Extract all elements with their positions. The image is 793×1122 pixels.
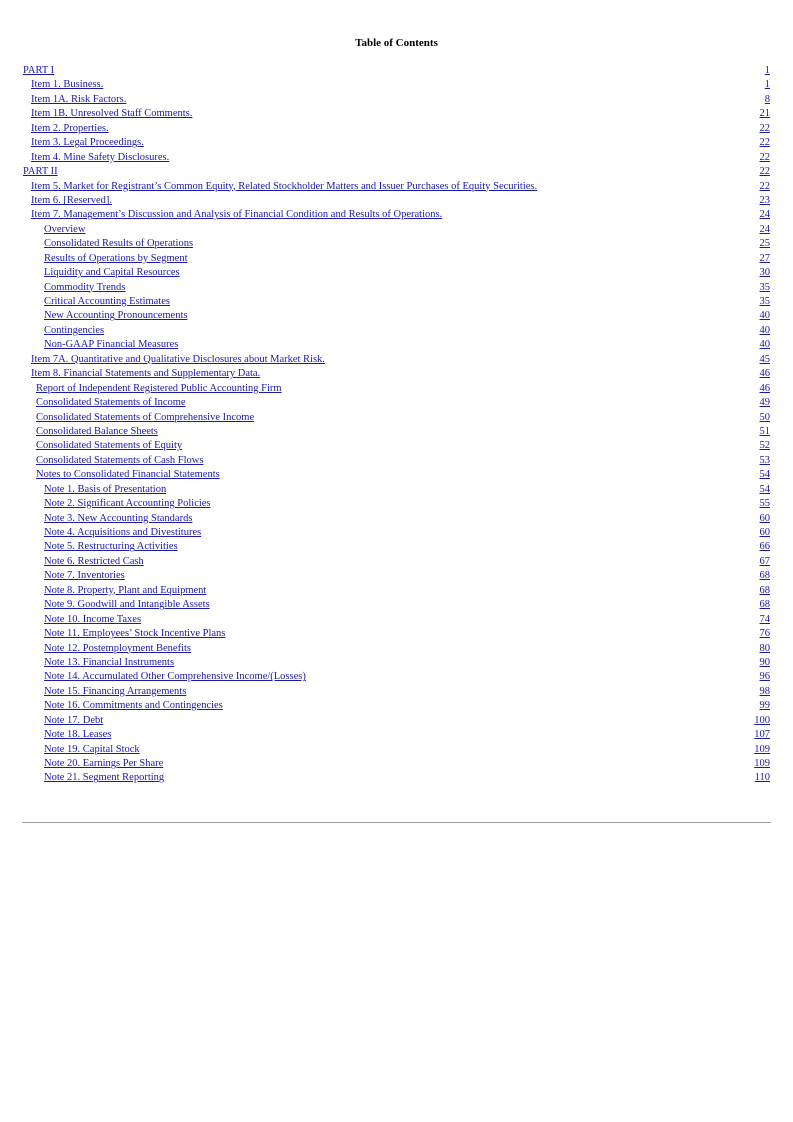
toc-entry (23, 108, 192, 119)
toc-page-number (760, 367, 771, 381)
toc-page-number (760, 151, 771, 165)
toc-row (23, 281, 770, 295)
toc-row (23, 237, 770, 251)
toc-row (23, 194, 770, 208)
toc-page-link[interactable]: 49 (759, 397, 770, 409)
toc-page-link[interactable]: 80 (759, 642, 770, 654)
toc-page-link[interactable]: 109 (754, 743, 770, 755)
toc-page-link[interactable]: 22 (759, 122, 770, 134)
toc-row (23, 208, 770, 222)
toc-entry-link[interactable]: Note 21. Segment Reporting (44, 772, 165, 784)
toc-entry (23, 671, 306, 682)
toc-page-link[interactable]: 24 (759, 209, 770, 221)
toc-entry (23, 224, 85, 235)
toc-entry (23, 94, 126, 105)
toc-row (23, 670, 770, 684)
toc-entry-link[interactable]: Note 5. Restructuring Activities (44, 541, 178, 553)
toc-row (23, 78, 770, 92)
toc-page-number (760, 526, 771, 540)
toc-row (23, 223, 770, 237)
toc-page-link[interactable]: 54 (759, 483, 770, 495)
toc-entry (23, 79, 103, 90)
toc-page-number (760, 670, 771, 684)
toc-entry-link[interactable]: Note 7. Inventories (44, 570, 125, 582)
toc-entry-link[interactable]: Results of Operations by Segment (44, 252, 188, 264)
toc-page-number (760, 512, 771, 526)
toc-entry-link[interactable]: Note 9. Goodwill and Intangible Assets (44, 599, 210, 611)
toc-page-number (760, 685, 771, 699)
toc-entry (23, 383, 282, 394)
toc-entry (23, 181, 537, 192)
toc-entry (23, 152, 169, 163)
toc-row (23, 569, 770, 583)
toc-entry-link[interactable]: Note 16. Commitments and Contingencies (44, 700, 223, 712)
toc-page-link[interactable]: 68 (759, 584, 770, 596)
toc-row (23, 757, 770, 771)
toc-entry (23, 368, 260, 379)
toc-page-link[interactable]: 22 (759, 166, 770, 178)
toc-page-link[interactable]: 96 (759, 671, 770, 683)
toc-entry-link[interactable]: Item 1A. Risk Factors. (31, 93, 127, 105)
toc-row (23, 353, 770, 367)
toc-page-number (760, 266, 771, 280)
toc-row (23, 656, 770, 670)
toc-entry-link[interactable]: Note 19. Capital Stock (44, 743, 140, 755)
toc-row (23, 136, 770, 150)
toc-entry-link[interactable]: Consolidated Statements of Income (36, 397, 186, 409)
toc-page-link[interactable]: 53 (759, 454, 770, 466)
toc-entry (23, 166, 58, 177)
toc-page-link[interactable]: 109 (754, 758, 770, 769)
toc-row (23, 512, 770, 526)
toc-row (23, 685, 770, 699)
toc-page-number (760, 411, 771, 425)
toc-row (23, 338, 770, 352)
toc-entry (23, 267, 180, 278)
toc-entry-link[interactable]: Item 6. [Reserved]. (31, 194, 113, 206)
toc-page-link[interactable]: 1 (764, 65, 770, 76)
toc-entry (23, 715, 103, 726)
toc-row (23, 598, 770, 612)
toc-entry-link[interactable]: Note 6. Restricted Cash (44, 555, 144, 567)
toc-row (23, 180, 770, 194)
toc-row (23, 151, 770, 165)
toc-entry (23, 253, 187, 264)
toc-entry-link[interactable]: Commodity Trends (44, 281, 126, 293)
toc-page-number (760, 555, 771, 569)
toc-page-number (760, 180, 771, 194)
toc-page-number (765, 78, 770, 92)
toc-page-link[interactable]: 23 (759, 194, 770, 206)
toc-entry-link[interactable]: Item 5. Market for Registrant’s Common Equity, Related Stockholder Matters and Issuer Purchases of Equity Securities. (31, 180, 538, 192)
toc-row (23, 454, 770, 468)
toc-entry-link[interactable]: Item 2. Properties. (31, 122, 109, 134)
toc-row (23, 252, 770, 266)
toc-row (23, 295, 770, 309)
toc-entry (23, 412, 254, 423)
toc-page-number (760, 699, 771, 713)
toc-page-number (760, 324, 771, 338)
toc-page-number (760, 569, 771, 583)
toc-entry-link[interactable]: PART I (23, 65, 55, 76)
toc-row (23, 627, 770, 641)
toc-page-number (760, 483, 771, 497)
table-of-contents (23, 64, 770, 786)
toc-page-link[interactable]: 100 (754, 714, 770, 726)
toc-entry (23, 700, 223, 711)
toc-page-link[interactable]: 66 (759, 541, 770, 553)
toc-entry-link[interactable]: Item 8. Financial Statements and Supplementary Data. (31, 368, 261, 380)
toc-entry-link[interactable]: Item 1. Business. (31, 79, 104, 91)
toc-entry (23, 570, 125, 581)
toc-entry (23, 282, 125, 293)
toc-entry (23, 744, 140, 755)
toc-entry (23, 643, 191, 654)
toc-page-number (754, 757, 770, 771)
toc-page-number (754, 714, 770, 728)
toc-page-number (760, 165, 771, 179)
toc-entry (23, 686, 186, 697)
toc-page-link[interactable]: 1 (764, 79, 770, 91)
toc-entry-link[interactable]: Contingencies (44, 324, 105, 336)
toc-entry-link[interactable]: Note 3. New Accounting Standards (44, 512, 193, 524)
toc-entry-link[interactable]: Note 10. Income Taxes (44, 613, 142, 625)
toc-entry (23, 599, 210, 610)
toc-row (23, 439, 770, 453)
toc-entry-link[interactable]: Note 20. Earnings Per Share (44, 758, 164, 769)
toc-page-link[interactable]: 55 (759, 498, 770, 510)
toc-page-number (760, 107, 771, 121)
toc-page-link[interactable]: 107 (754, 729, 770, 741)
toc-entry (23, 614, 141, 625)
toc-entry-link[interactable]: Item 3. Legal Proceedings. (31, 137, 144, 149)
toc-page-link[interactable]: 24 (759, 223, 770, 235)
toc-page-link[interactable]: 45 (759, 353, 770, 365)
toc-page-number (760, 540, 771, 554)
toc-entry (23, 527, 201, 538)
toc-entry (23, 123, 109, 134)
toc-entry-link[interactable]: Note 14. Accumulated Other Comprehensive Income/(Losses) (44, 671, 306, 683)
toc-entry-link[interactable]: Consolidated Statements of Cash Flows (36, 454, 204, 466)
toc-page-link[interactable]: 22 (759, 180, 770, 192)
toc-entry-link[interactable]: Overview (44, 223, 86, 235)
toc-row (23, 526, 770, 540)
toc-page-number (760, 136, 771, 150)
toc-page-number (760, 281, 771, 295)
toc-entry-link[interactable]: Note 8. Property, Plant and Equipment (44, 584, 207, 596)
toc-entry-link[interactable]: Consolidated Statements of Comprehensive Income (36, 411, 255, 423)
toc-row (23, 396, 770, 410)
toc-page-number (754, 743, 770, 757)
toc-row (23, 540, 770, 554)
toc-row (23, 367, 770, 381)
toc-page-link[interactable]: 30 (759, 267, 770, 279)
toc-entry (23, 758, 163, 769)
toc-row (23, 266, 770, 280)
toc-entry (23, 541, 178, 552)
toc-entry-link[interactable]: Item 4. Mine Safety Disclosures. (31, 151, 170, 163)
toc-entry-link[interactable]: Consolidated Balance Sheets (36, 425, 158, 437)
toc-page-link[interactable]: 35 (759, 296, 770, 307)
toc-row (23, 324, 770, 338)
toc-page-number (760, 353, 771, 367)
toc-page-link[interactable]: 25 (759, 238, 770, 250)
toc-page-link[interactable]: 8 (764, 93, 770, 105)
toc-entry (23, 209, 442, 220)
toc-entry (23, 195, 112, 206)
toc-entry-link[interactable]: Item 7. Management’s Discussion and Analysis of Financial Condition and Results of Operations. (31, 209, 443, 221)
toc-page-link[interactable]: 110 (754, 772, 770, 784)
toc-page-link[interactable]: 50 (759, 411, 770, 423)
toc-page-number (760, 194, 771, 208)
toc-page-link[interactable]: 40 (759, 339, 770, 351)
toc-page-number (760, 309, 771, 323)
toc-entry-link[interactable]: Note 18. Leases (44, 729, 112, 741)
toc-page-link[interactable]: 46 (759, 368, 770, 380)
toc-page-link[interactable]: 99 (759, 700, 770, 712)
toc-entry (23, 628, 225, 639)
toc-page-link[interactable]: 27 (759, 252, 770, 264)
toc-entry-link[interactable]: Consolidated Statements of Equity (36, 440, 183, 452)
toc-row (23, 93, 770, 107)
toc-entry-link[interactable]: Note 4. Acquisitions and Divestitures (44, 527, 202, 538)
toc-row (23, 728, 770, 742)
toc-page-link[interactable]: 76 (759, 628, 770, 640)
toc-entry (23, 455, 203, 466)
toc-page-number (760, 396, 771, 410)
toc-page-link[interactable]: 40 (759, 324, 770, 336)
toc-row (23, 613, 770, 627)
toc-page-number (760, 425, 771, 439)
toc-entry (23, 484, 166, 495)
toc-entry-link[interactable]: PART II (23, 166, 58, 178)
toc-entry (23, 498, 211, 509)
toc-entry-link[interactable]: Note 11. Employees’ Stock Incentive Plans (44, 628, 226, 640)
toc-entry (23, 238, 193, 249)
toc-page-number (760, 656, 771, 670)
toc-page-link[interactable]: 98 (759, 685, 770, 697)
toc-row (23, 382, 770, 396)
toc-entry (23, 426, 158, 437)
toc-entry (23, 339, 178, 350)
toc-entry-link[interactable]: Item 7A. Quantitative and Qualitative Disclosures about Market Risk. (31, 353, 325, 365)
toc-entry-link[interactable]: Note 1. Basis of Presentation (44, 483, 167, 495)
toc-row (23, 468, 770, 482)
toc-entry-link[interactable]: Note 12. Postemployment Benefits (44, 642, 191, 654)
toc-row (23, 743, 770, 757)
toc-page-link[interactable]: 22 (759, 151, 770, 163)
toc-row (23, 411, 770, 425)
toc-page-link[interactable]: 21 (759, 108, 770, 120)
toc-entry-link[interactable]: Note 15. Financing Arrangements (44, 685, 187, 697)
toc-entry (23, 296, 170, 307)
page-divider (22, 822, 771, 823)
toc-row (23, 64, 770, 78)
toc-entry-link[interactable]: Critical Accounting Estimates (44, 296, 170, 307)
toc-page-number (760, 454, 771, 468)
toc-entry (23, 310, 187, 321)
toc-row (23, 555, 770, 569)
toc-page-number (760, 338, 771, 352)
toc-entry (23, 440, 182, 451)
toc-entry (23, 397, 186, 408)
toc-page-number (760, 237, 771, 251)
toc-entry-link[interactable]: Note 2. Significant Accounting Policies (44, 498, 211, 510)
toc-page-number (765, 93, 770, 107)
toc-page-number (760, 295, 771, 309)
toc-page-number (755, 771, 770, 785)
toc-row (23, 483, 770, 497)
toc-entry-link[interactable]: Non-GAAP Financial Measures (44, 339, 179, 351)
toc-entry (23, 729, 111, 740)
toc-page-link[interactable]: 90 (759, 656, 770, 668)
page-title: Table of Contents (355, 37, 438, 49)
toc-row (23, 584, 770, 598)
toc-entry-link[interactable]: Notes to Consolidated Financial Statements (36, 469, 220, 481)
toc-entry-link[interactable]: New Accounting Pronouncements (44, 310, 188, 322)
toc-page-number (760, 468, 771, 482)
toc-row (23, 107, 770, 121)
toc-page-number (760, 223, 771, 237)
toc-entry (23, 585, 206, 596)
toc-page-number (760, 252, 771, 266)
toc-row (23, 714, 770, 728)
toc-row (23, 425, 770, 439)
toc-entry-link[interactable]: Item 1B. Unresolved Staff Comments. (31, 108, 193, 120)
toc-row (23, 642, 770, 656)
toc-entry-link[interactable]: Note 17. Debt (44, 714, 104, 726)
toc-row (23, 309, 770, 323)
toc-row (23, 699, 770, 713)
toc-page-number (760, 598, 771, 612)
toc-page-link[interactable]: 74 (759, 613, 770, 625)
toc-entry (23, 354, 325, 365)
toc-entry (23, 469, 220, 480)
toc-page-link[interactable]: 51 (759, 425, 770, 437)
toc-page-link[interactable]: 60 (759, 512, 770, 524)
toc-entry (23, 513, 192, 524)
toc-page-link[interactable]: 22 (759, 137, 770, 149)
toc-page-link[interactable]: 40 (759, 310, 770, 322)
toc-entry-link[interactable]: Liquidity and Capital Resources (44, 267, 180, 279)
toc-page-number (760, 584, 771, 598)
toc-entry (23, 65, 54, 76)
toc-entry-link[interactable]: Consolidated Results of Operations (44, 238, 194, 250)
toc-page-link[interactable]: 68 (759, 570, 770, 582)
toc-entry-link[interactable]: Report of Independent Registered Public Accounting Firm (36, 382, 282, 394)
toc-page-link[interactable]: 68 (759, 599, 770, 611)
toc-page-link[interactable]: 67 (759, 555, 770, 567)
toc-page-number (765, 64, 770, 78)
toc-row (23, 165, 770, 179)
toc-page-number (760, 497, 771, 511)
toc-entry (23, 137, 144, 148)
toc-page-number (760, 627, 771, 641)
toc-page-number (760, 208, 771, 222)
toc-page-link[interactable]: 35 (759, 281, 770, 293)
toc-page-number (760, 642, 771, 656)
toc-entry (23, 325, 104, 336)
toc-entry-link[interactable]: Note 13. Financial Instruments (44, 656, 175, 668)
toc-page-number (760, 439, 771, 453)
toc-entry (23, 772, 164, 783)
toc-page-number (760, 613, 771, 627)
toc-page-number (754, 728, 770, 742)
toc-entry (23, 657, 174, 668)
toc-row (23, 122, 770, 136)
toc-page-link[interactable]: 52 (759, 440, 770, 452)
toc-page-link[interactable]: 60 (759, 527, 770, 538)
toc-row (23, 771, 770, 785)
toc-entry (23, 556, 144, 567)
toc-page-link[interactable]: 54 (759, 469, 770, 481)
toc-page-number (760, 382, 771, 396)
toc-page-link[interactable]: 46 (759, 382, 770, 394)
toc-page-number (760, 122, 771, 136)
toc-row (23, 497, 770, 511)
